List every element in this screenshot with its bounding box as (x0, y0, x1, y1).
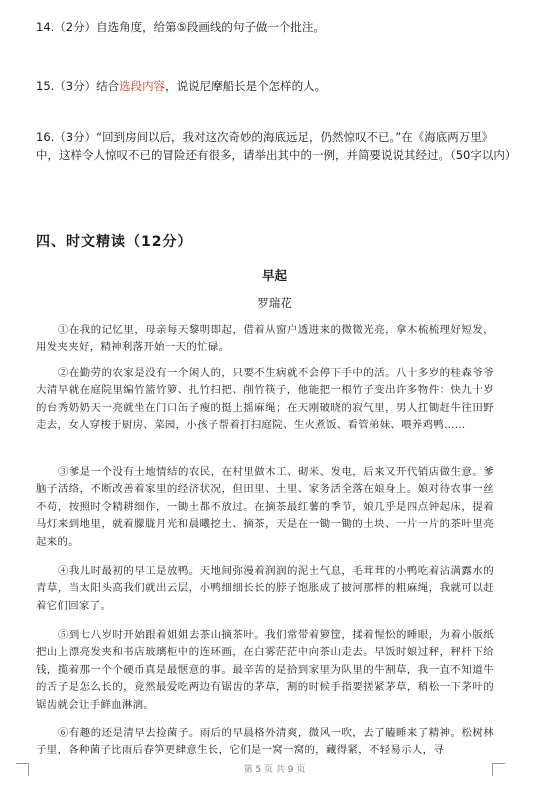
article-paragraph-3: ③爹是一个没有土地情结的农民，在村里做木工、砌米、发电，后来又开代销店做生意。爹脑子活络，不断改善着家里的经济状况，但田里、土里、家务活全落在娘身上。娘对待农事一丝不苟，按照时令精耕细作，一锄土都不放过。在摘茶最红薯的季节，娘几乎是四点钟起床，提着马灯来到地里，就着朦胧月光和晨曦挖土、摘茶，天是在一锄一锄的土块、一片一片的茶叶里亮起来的。 (36, 466, 494, 548)
article-paragraph-4: ④我儿时最初的早工是放鸭。天地间弥漫着润润的泥土气息，毛茸茸的小鸭吃着沾满露水的青草，当太阳头高我们就出云层，小鸭细细长长的脖子饱胀成了披河那样的粗麻绳，我就可以赶着它们回家了。 (36, 565, 494, 612)
question-14: 14.（2分）自选角度，给第⑤段画线的句子做一个批注。 (36, 20, 325, 34)
question-16: 16.（3分）“回到房间以后，我对这次奇妙的海底远足，仍然惊叹不已。”在《海底两万里》中，这样令人惊叹不已的冒险还有很多，请举出其中的一例，并简要说说其经过。（50字以内） (36, 130, 517, 162)
article-paragraph-2: ②在勤劳的农家是没有一个闲人的，只要不生病就不会停下手中的活。八十多岁的桂森爷爷大清早就在庭院里编竹篮竹箩、扎竹扫把、削竹筷子，他能把一根竹子变出许多物件：快九十岁的台秀奶奶天一亮就坐在门口缶子瘦的挺上摇麻绳；在天刚破晓的寂气里，男人扛锄赶牛往田野走去，女人穿梭于厨房、菜园，小孩子帮着打扫庭院、生火煮饭、看管弟妹、喂养鸡鸭…… (36, 367, 494, 432)
article-paragraph-1: ①在我的记忆里，母亲每天黎明即起，借着从窗户透进来的微微光亮，拿木梳梳理好短发，用发夹夹好，精神利落开始一天的忙碌。 (36, 324, 494, 354)
question-15-highlight: 选段内容 (119, 79, 166, 93)
article-paragraph-6: ⑥有趣的还是清早去捡菌子。雨后的早晨格外清爽，微风一吹，去了瞌睡来了精神。松树林子里，各种菌子比雨后春笋更肆意生长，它们是一窝一窝的，藏得紧，不轻易示人，寻 (36, 727, 494, 757)
article-author: 罗瑞花 (257, 296, 292, 310)
article-title: 早起 (261, 268, 287, 283)
section-heading: 四、时文精读（12分） (36, 234, 193, 250)
question-15 (36, 77, 326, 95)
question-15-suffix: ，说说尼摩船长是个怎样的人。 (165, 79, 327, 93)
article-paragraph-5: ⑤到七八岁时开始跟着姐姐去茶山摘茶叶。我们常带着箩筐，揉着惺忪的睡眼，为着小版纸把山上漂亮发夹和书店玻璃柜中的连环画，在白雾茫茫中向茶山走去。早饭时娘过秤，秤杆下给钱，揽着那一个个硬币真是最惬意的事。最辛苦的是拾到家里为队里的牛割草，我一直不知道牛的舌子是怎么长的，竟然最爱吃两边有锯齿的茅草，割的时候手指要搓紧茅草，稍松一下茅叶的锯齿就会让手鲜血淋漓。 (36, 629, 494, 711)
page-number: 第 5 页 共 9 页 (243, 765, 306, 775)
question-15-prefix: 15.（3分）结合 (36, 79, 120, 93)
